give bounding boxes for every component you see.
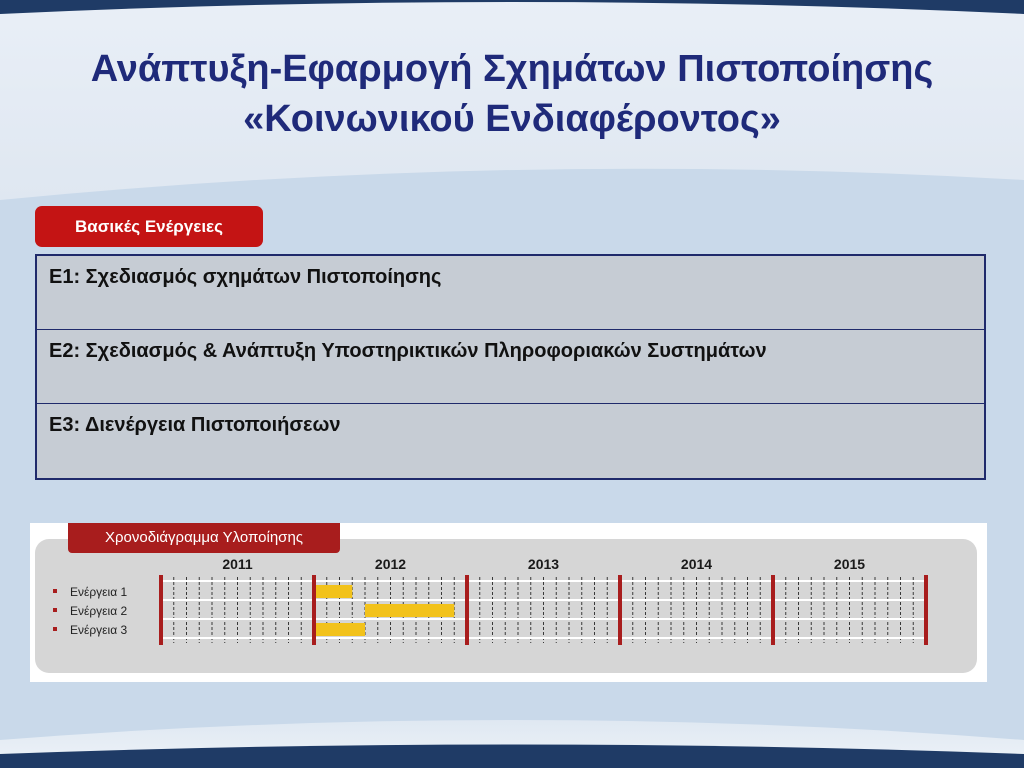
year-label: 2014 bbox=[680, 556, 713, 572]
year-marker bbox=[771, 575, 775, 645]
activity-bullet bbox=[53, 589, 57, 593]
year-label: 2011 bbox=[222, 556, 253, 572]
activity-row-e3: Ε3: Διενέργεια Πιστοποιήσεων bbox=[49, 414, 341, 436]
gantt-bar-3 bbox=[314, 623, 365, 636]
slide-title bbox=[0, 44, 1024, 144]
activity-label: Ενέργεια 3 bbox=[70, 623, 128, 637]
year-marker bbox=[924, 575, 928, 645]
year-marker bbox=[159, 575, 163, 645]
gantt-bar-1 bbox=[314, 585, 352, 598]
year-label: 2015 bbox=[833, 556, 866, 572]
activity-label: Ενέργεια 2 bbox=[70, 604, 128, 618]
year-marker bbox=[312, 575, 316, 645]
activity-label: Ενέργεια 1 bbox=[70, 585, 128, 599]
year-marker bbox=[465, 575, 469, 645]
slide-title-line-1: Ανάπτυξη-Εφαρμογή Σχημάτων Πιστοποίησης bbox=[90, 48, 934, 90]
activity-row-e2: Ε2: Σχεδιασμός & Ανάπτυξη Υποστηρικτικών Πληροφοριακών Συστημάτων bbox=[37, 330, 984, 404]
timeline-tab: Χρονοδιάγραμμα Υλοποίησης bbox=[68, 523, 340, 553]
activity-bullet bbox=[53, 608, 57, 612]
activity-bullet bbox=[53, 627, 57, 631]
activity-row-e1: Ε1: Σχεδιασμός σχημάτων Πιστοποίησης bbox=[37, 256, 984, 330]
year-label: 2013 bbox=[527, 556, 560, 572]
year-label: 2012 bbox=[374, 556, 407, 572]
gantt-chart bbox=[30, 523, 987, 682]
activities-table bbox=[35, 254, 986, 480]
slide-title-line-2: «Κοινωνικού Ενδιαφέροντος» bbox=[243, 98, 781, 140]
gantt-bar-2 bbox=[365, 604, 454, 617]
year-marker bbox=[618, 575, 622, 645]
activities-tab: Βασικές Ενέργειες bbox=[35, 206, 263, 247]
